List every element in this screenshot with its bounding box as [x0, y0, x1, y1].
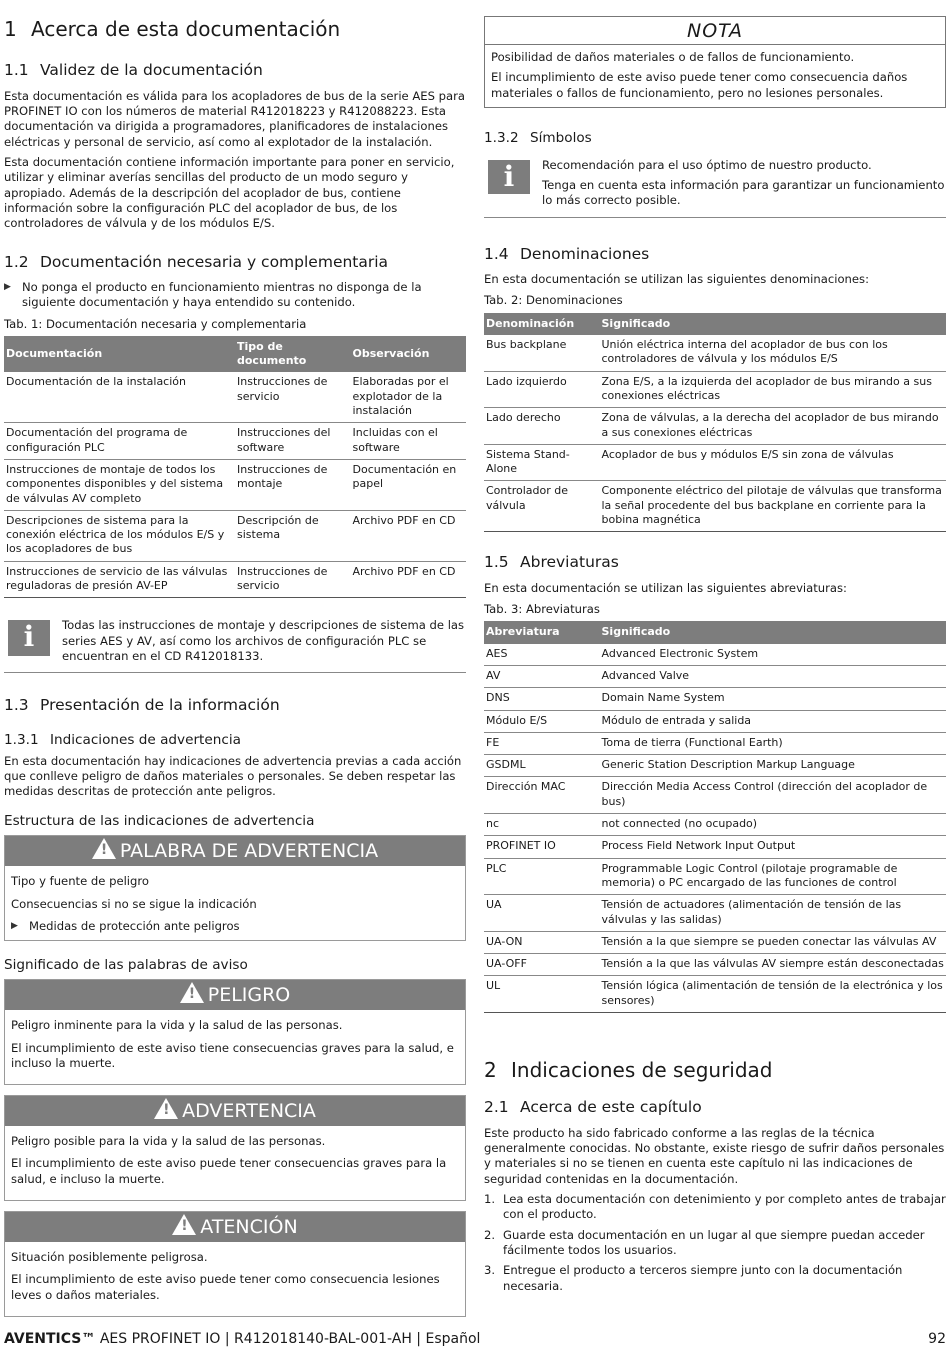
table-row [484, 688, 946, 710]
left-column [4, 14, 466, 1327]
table-cell: Módulo de entrada y salida [600, 710, 947, 732]
table-cell: Acoplador de bus y módulos E/S sin zona de válvulas [600, 444, 947, 481]
table-row [4, 561, 466, 598]
table-cell: Dirección MAC [484, 777, 600, 814]
notice-box: NOTA Posibilidad de daños materiales o de fallos de funcionamiento. El incumplimiento de este aviso puede tener como consecuencia daños materiales o fallos de funcionamiento, pero no lesiones personales. [484, 16, 946, 108]
table-row [4, 459, 466, 510]
warning-triangle-icon [180, 982, 204, 1003]
table-cell: AES [484, 644, 600, 666]
footer-doc-info: AVENTICS™ AES PROFINET IO | R412018140-BAL-001-AH | Español [4, 1331, 481, 1347]
table-cell: Documentación de la instalación [4, 372, 235, 422]
table-header: Significado [600, 313, 947, 335]
table-cell: Componente eléctrico del pilotaje de válvulas que transforma la señal procedente del bus backplane en corriente para la bobina magnética [600, 481, 947, 532]
consequences-text: Consecuencias si no se sigue la indicación [11, 896, 257, 911]
table-caption: Tab. 2: Denominaciones [484, 293, 623, 308]
section-1-2-heading: 1.2 Documentación necesaria y complementaria [4, 252, 389, 271]
section-1-5-heading: 1.5 Abreviaturas [484, 553, 619, 572]
table-row [484, 710, 946, 732]
table-cell: Dirección Media Access Control (dirección del acoplador de bus) [600, 777, 947, 814]
bullet-triangle-icon: ▶ [4, 281, 11, 292]
table-cell: Lado derecho [484, 408, 600, 445]
table-row [484, 335, 946, 371]
table-cell: Advanced Electronic System [600, 644, 947, 666]
table-cell: FE [484, 732, 600, 754]
table-header: Documentación [4, 336, 235, 373]
table-cell: nc [484, 814, 600, 836]
table-cell: Instrucciones de servicio [235, 561, 351, 598]
info-icon: i [488, 160, 530, 194]
section-2-1-heading: 2.1 Acerca de este capítulo [484, 1098, 702, 1117]
table-cell: Incluidas con el software [351, 423, 467, 460]
table-cell: DNS [484, 688, 600, 710]
table-row [484, 644, 946, 666]
table-cell: Instrucciones de montaje de todos los componentes disponibles y del sistema de válvulas AV completo [4, 459, 235, 510]
table-cell: Unión eléctrica interna del acoplador de bus con los controladores de válvula y los módulos E/S [600, 335, 947, 371]
symbol-info: i Recomendación para el uso óptimo de nuestro producto. Tenga en cuenta esta información para garantizar un funcionamiento lo más correcto posible. [484, 152, 946, 218]
table-row [484, 732, 946, 754]
table-cell: Documentación del programa de configuración PLC [4, 423, 235, 460]
table-cell: Archivo PDF en CD [351, 561, 467, 598]
table-row [484, 755, 946, 777]
table-cell: Sistema Stand-Alone [484, 444, 600, 481]
table-cell: GSDML [484, 755, 600, 777]
paragraph: Esta documentación contiene información importante para poner en servicio, utilizar y eliminar averías sencillas del producto de un modo seguro y apropiado. Además de la descripción del acoplador de bus, contiene información sobre la configuración PLC del acoplador de bus, de los controladores de válvula y de los módulos E/S. [4, 155, 455, 231]
table-cell: AV [484, 665, 600, 687]
warning-header: !ATENCIÓN [5, 1212, 465, 1242]
table-header: Denominación [484, 313, 600, 335]
warning-triangle-icon [154, 1098, 178, 1119]
warning-structure-box [4, 835, 466, 941]
table-cell: Toma de tierra (Functional Earth) [600, 732, 947, 754]
table-cell: Elaboradas por el explotador de la instalación [351, 372, 467, 422]
table-row [4, 510, 466, 561]
table-cell: Tensión lógica (alimentación de tensión de la electrónica y los sensores) [600, 976, 947, 1013]
instruction-bullet: ▶ No ponga el producto en funcionamiento mientras no disponga de la siguiente documentación y haya entendido su contenido. [4, 279, 422, 310]
section-1-4-heading: 1.4 Denominaciones [484, 244, 650, 263]
table-cell: Instrucciones de servicio de las válvulas reguladoras de presión AV-EP [4, 561, 235, 598]
notice-header: NOTA [485, 17, 945, 45]
table-cell: Descripción de sistema [235, 510, 351, 561]
table-cell: Tensión de actuadores (alimentación de tensión de las válvulas y las salidas) [600, 895, 947, 932]
table-row [484, 481, 946, 532]
table-cell: Instrucciones de servicio [235, 372, 351, 422]
table-cell: Bus backplane [484, 335, 600, 371]
caution-box: !ATENCIÓN Situación posiblemente peligrosa. El incumplimiento de este aviso puede tener como consecuencia lesiones leves o daños materiales. [4, 1211, 466, 1317]
page-number: 92 [928, 1331, 946, 1347]
table-cell: Instrucciones del software [235, 423, 351, 460]
table-header: Tipo de documento [235, 336, 351, 373]
warning-box: !ADVERTENCIA Peligro posible para la vida y la salud de las personas. El incumplimiento de este aviso puede tener consecuencias graves para la salud, e incluso la muerte. [4, 1095, 466, 1201]
danger-box: !PELIGRO Peligro inminente para la vida y la salud de las personas. El incumplimiento de este aviso tiene consecuencias graves para la salud, e incluso la muerte. [4, 979, 466, 1085]
warning-header: !PALABRA DE ADVERTENCIA [5, 836, 465, 866]
table-row [484, 777, 946, 814]
table-cell: Descripciones de sistema para la conexión eléctrica de los módulos E/S y los acopladores de bus [4, 510, 235, 561]
paragraph: Esta documentación es válida para los acopladores de bus de la serie AES para PROFINET IO con los números de material R412018223 y R412088223. Esta documentación va dirigida a programadores, planificadores de instalaciones eléctricas y personal de servicio, así como al explotador de la instalación. [4, 88, 465, 149]
warning-header: !ADVERTENCIA [5, 1096, 465, 1126]
paragraph: En esta documentación hay indicaciones de advertencia previas a cada acción que conlleve peligro de daños materiales o personales. Se deben respetar las medidas descritas de protección ante peligros. [4, 753, 462, 799]
table-cell: Zona de válvulas, a la derecha del acoplador de bus mirando a sus conexiones eléctricas [600, 408, 947, 445]
table-row [484, 814, 946, 836]
table-row [484, 371, 946, 408]
denominations-table [484, 313, 946, 533]
section-1-1-heading: 1.1 Validez de la documentación [4, 61, 263, 80]
table-cell: Zona E/S, a la izquierda del acoplador de bus mirando a sus conexiones eléctricas [600, 371, 947, 408]
table-cell: not connected (no ocupado) [600, 814, 947, 836]
table-cell: Process Field Network Input Output [600, 836, 947, 858]
warning-triangle-icon [172, 1214, 196, 1235]
table-cell: Generic Station Description Markup Language [600, 755, 947, 777]
chapter-2-heading: 2 Indicaciones de seguridad [484, 1058, 773, 1083]
list-item: 3. Entregue el producto a terceros siempre junto con la documentación necesaria. [484, 1263, 903, 1293]
table-row [4, 423, 466, 460]
measures-bullet: ▶ Medidas de protección ante peligros [11, 919, 240, 934]
table-cell: Programmable Logic Control (pilotaje programable de memoria) o PC encargado de las funciones de control [600, 858, 947, 895]
section-1-3-heading: 1.3 Presentación de la información [4, 696, 280, 715]
table-row [484, 931, 946, 953]
table-cell: Documentación en papel [351, 459, 467, 510]
table-header: Abreviatura [484, 621, 600, 643]
table-header: Observación [351, 336, 467, 373]
table-cell: Domain Name System [600, 688, 947, 710]
hazard-type-label: Tipo y fuente de peligro [11, 874, 149, 889]
warning-triangle-icon [92, 838, 116, 859]
paragraph: En esta documentación se utilizan las siguientes denominaciones: [484, 272, 869, 287]
table-caption: Tab. 3: Abreviaturas [484, 602, 600, 617]
table-row [484, 836, 946, 858]
section-1-3-2-heading: 1.3.2 Símbolos [484, 129, 592, 146]
list-item: 1. Lea esta documentación con detenimiento y por completo antes de trabajar con el producto. [484, 1192, 946, 1222]
info-icon: i [8, 620, 50, 656]
table-cell: Controlador de válvula [484, 481, 600, 532]
table-cell: Tensión a la que siempre se pueden conectar las válvulas AV [600, 931, 947, 953]
table-row [484, 858, 946, 895]
safety-steps-list [484, 1192, 946, 1294]
table-cell: UA-OFF [484, 954, 600, 976]
table-cell: PLC [484, 858, 600, 895]
section-1-3-1-heading: 1.3.1 Indicaciones de advertencia [4, 731, 241, 748]
table-cell: UL [484, 976, 600, 1013]
abbreviations-table [484, 621, 946, 1013]
table-cell: PROFINET IO [484, 836, 600, 858]
table-cell: Advanced Valve [600, 665, 947, 687]
chapter-1-heading: 1 Acerca de esta documentación [4, 17, 341, 41]
table-row [484, 408, 946, 445]
warning-header: !PELIGRO [5, 980, 465, 1010]
list-item: 2. Guarde esta documentación en un lugar al que siempre puedan acceder fácilmente todos los usuarios. [484, 1227, 925, 1257]
info-note: i Todas las instrucciones de montaje y descripciones de sistema de las series AES y AV, así como los archivos de configuración PLC se encuentran en el CD R412018133. [4, 612, 466, 673]
page-footer [4, 1330, 946, 1348]
warning-structure-heading: Estructura de las indicaciones de advertencia [4, 813, 315, 830]
table-cell: Instrucciones de montaje [235, 459, 351, 510]
bullet-triangle-icon: ▶ [11, 921, 18, 932]
table-cell: Módulo E/S [484, 710, 600, 732]
table-row [484, 954, 946, 976]
table-cell: UA [484, 895, 600, 932]
table-cell: Tensión a la que las válvulas AV siempre están desconectadas [600, 954, 947, 976]
paragraph: Este producto ha sido fabricado conforme a las reglas de la técnica generalmente conocidas. No obstante, existe riesgo de sufrir daños personales y materiales si no se tienen en cuenta este capítulo ni las indicaciones de seguridad contenidas en la documentación. [484, 1125, 945, 1186]
table-row [484, 444, 946, 481]
table-row [4, 372, 466, 422]
table-cell: UA-ON [484, 931, 600, 953]
right-column [484, 14, 946, 1299]
paragraph: En esta documentación se utilizan las siguientes abreviaturas: [484, 580, 847, 595]
signal-words-heading: Significado de las palabras de aviso [4, 957, 248, 974]
table-cell: Archivo PDF en CD [351, 510, 467, 561]
table-caption: Tab. 1: Documentación necesaria y complementaria [4, 316, 307, 331]
table-cell: Lado izquierdo [484, 371, 600, 408]
table-row [484, 665, 946, 687]
table-header: Significado [600, 621, 947, 643]
table-row [484, 895, 946, 932]
table-row [484, 976, 946, 1013]
documentation-table [4, 336, 466, 598]
